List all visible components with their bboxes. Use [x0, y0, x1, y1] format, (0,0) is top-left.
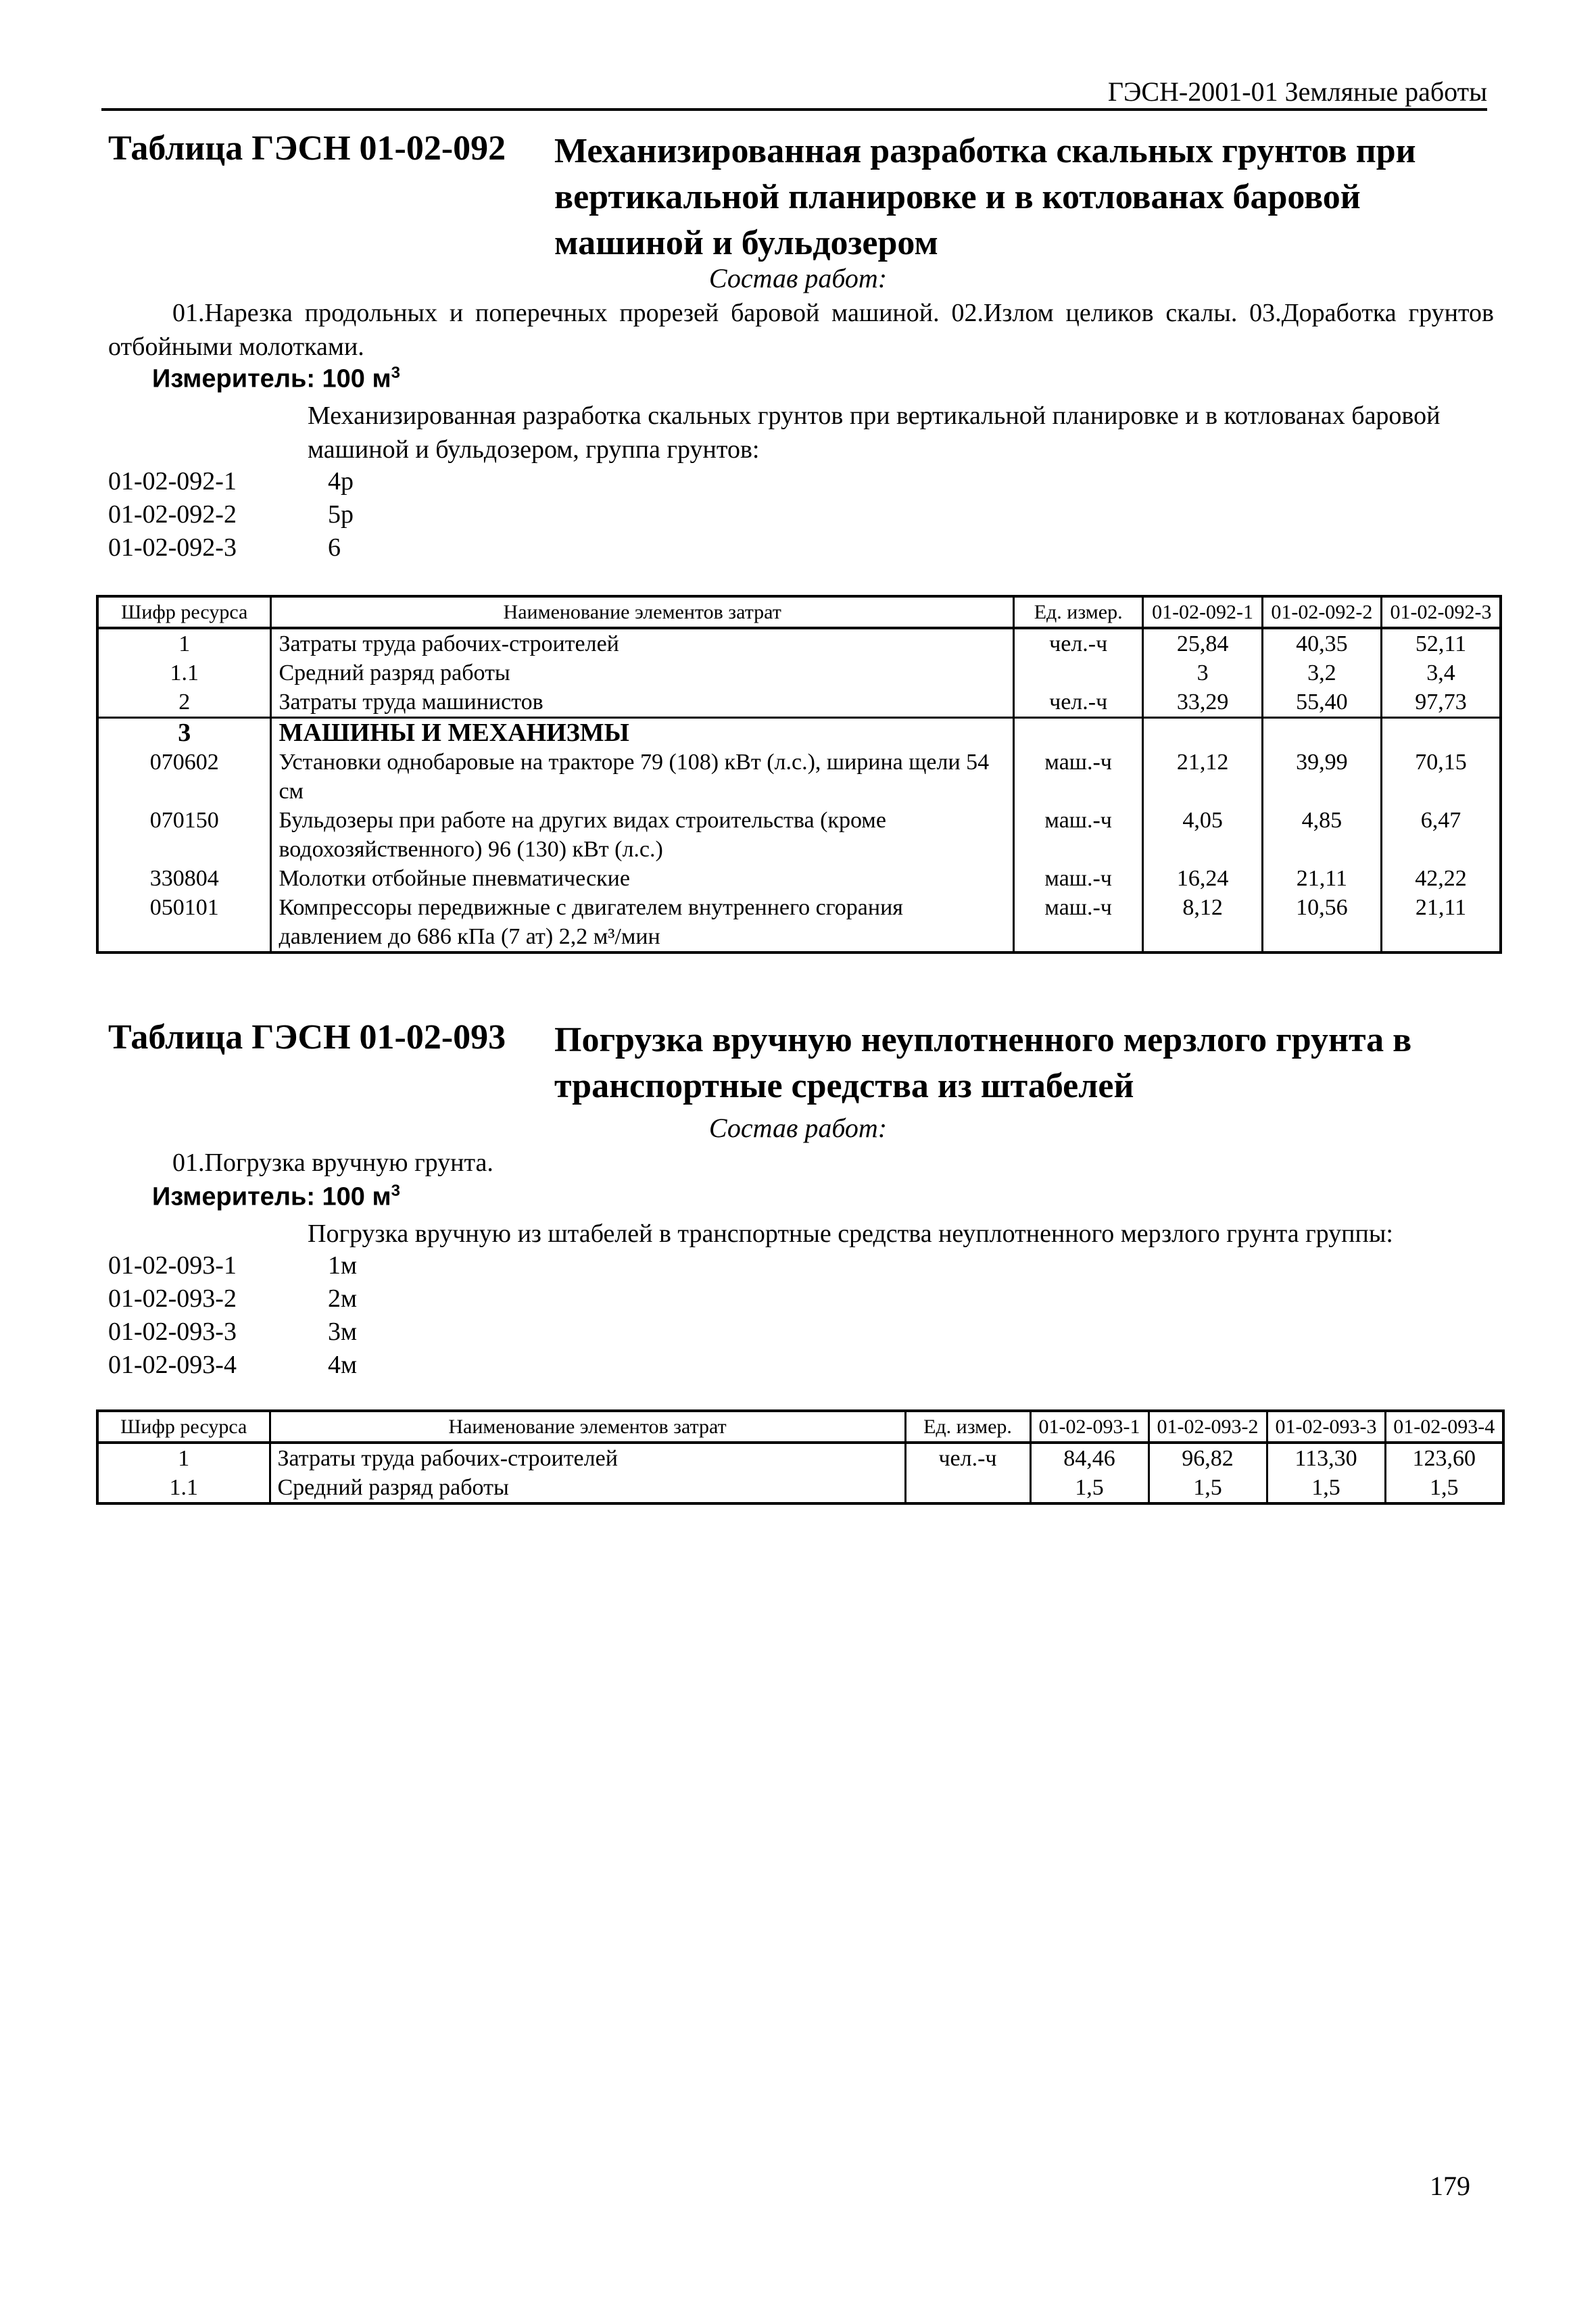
table2-code-title: Таблица ГЭСН 01-02-093 [108, 1018, 506, 1057]
col-header: 01-02-092-2 [1262, 596, 1381, 628]
code-number: 01-02-092-2 [108, 500, 237, 529]
table-row [97, 658, 1501, 687]
table1-work-text: 01.Нарезка продольных и поперечных прорезей баровой машиной. 02.Излом целиков скалы. 03.Доработка грунтов отбойными молотками. [108, 299, 1494, 361]
cell-unit: чел.-ч [1013, 628, 1142, 658]
code-number: 01-02-093-2 [108, 1284, 237, 1313]
cell-value: 3 [1143, 658, 1262, 687]
cell-code: 1.1 [97, 1473, 270, 1503]
cell-name: Бульдозеры при работе на других видах строительства (кроме водохозяйственного) 96 (130) кВт (л.с.) [271, 806, 1013, 864]
cell-value: 25,84 [1143, 628, 1262, 658]
code-row [108, 1316, 357, 1349]
cell-value: 123,60 [1385, 1443, 1503, 1473]
table2-name: Погрузка вручную неуплотненного мерзлого грунта в транспортные средства из штабелей [554, 1021, 1412, 1105]
table1-resource-table [96, 595, 1502, 954]
col-header: Ед. измер. [1013, 596, 1142, 628]
table2-meter [152, 1182, 400, 1212]
cell-code: 1 [97, 628, 271, 658]
running-title: ГЭСН-2001-01 Земляные работы [1107, 76, 1487, 107]
cell-unit: маш.-ч [1013, 748, 1142, 806]
cell-name: МАШИНЫ И МЕХАНИЗМЫ [271, 718, 1013, 748]
cell-unit [1013, 718, 1142, 748]
table-row [97, 687, 1501, 718]
table1-name: Механизированная разработка скальных грунтов при вертикальной планировке и в котлованах баровой машиной и бульдозером [554, 132, 1416, 262]
code-row [108, 531, 354, 564]
col-header: 01-02-093-1 [1030, 1411, 1148, 1443]
cell-value [1262, 718, 1381, 748]
col-header: 01-02-092-1 [1143, 596, 1262, 628]
cell-value: 1,5 [1148, 1473, 1267, 1503]
col-header: Наименование элементов затрат [271, 596, 1013, 628]
table1-code-title: Таблица ГЭСН 01-02-092 [108, 129, 506, 168]
code-number: 01-02-093-1 [108, 1251, 237, 1280]
table2-description: Погрузка вручную из штабелей в транспортные средства неуплотненного мерзлого грунта группы: [308, 1220, 1393, 1248]
table1-meter-label: Измеритель: 100 м [152, 364, 391, 393]
running-header [101, 61, 1487, 111]
cell-unit: чел.-ч [1013, 687, 1142, 718]
code-number: 01-02-092-1 [108, 467, 237, 496]
cell-name: Затраты труда рабочих-строителей [271, 628, 1013, 658]
cell-value: 96,82 [1148, 1443, 1267, 1473]
cell-unit [905, 1473, 1030, 1503]
code-group: 6 [328, 533, 341, 562]
cell-code: 1.1 [97, 658, 271, 687]
table-row [97, 893, 1501, 952]
col-header: 01-02-093-3 [1267, 1411, 1385, 1443]
cell-value: 21,11 [1262, 864, 1381, 893]
code-group: 3м [328, 1318, 358, 1346]
cell-value: 40,35 [1262, 628, 1381, 658]
cell-unit [1013, 658, 1142, 687]
cell-name: Средний разряд работы [270, 1473, 905, 1503]
cell-value: 6,47 [1382, 806, 1501, 864]
cell-value [1143, 718, 1262, 748]
cell-code: 2 [97, 687, 271, 718]
table-header-row [97, 596, 1501, 628]
code-group: 2м [328, 1284, 358, 1313]
code-group: 4м [328, 1351, 358, 1379]
table1-code-list [108, 465, 354, 564]
code-row [108, 1349, 357, 1382]
table-section-row [97, 718, 1501, 748]
table-row [97, 628, 1501, 658]
table-row [97, 806, 1501, 864]
table2-work-text: 01.Погрузка вручную грунта. [172, 1149, 493, 1177]
cell-value: 3,2 [1262, 658, 1381, 687]
cell-name: Молотки отбойные пневматические [271, 864, 1013, 893]
table-row [97, 1473, 1503, 1503]
cell-value: 21,12 [1143, 748, 1262, 806]
col-header: Шифр ресурса [97, 1411, 270, 1443]
cell-unit: чел.-ч [905, 1443, 1030, 1473]
page-number: 179 [1430, 2171, 1470, 2201]
cell-name: Средний разряд работы [271, 658, 1013, 687]
col-header: 01-02-092-3 [1382, 596, 1501, 628]
cell-value: 10,56 [1262, 893, 1381, 952]
code-row [108, 465, 354, 498]
cell-value: 3,4 [1382, 658, 1501, 687]
cell-name: Компрессоры передвижные с двигателем внутреннего сгорания давлением до 686 кПа (7 ат) 2,2 м³/мин [271, 893, 1013, 952]
col-header: 01-02-093-2 [1148, 1411, 1267, 1443]
table-row [97, 1443, 1503, 1473]
cell-value: 4,05 [1143, 806, 1262, 864]
col-header: Шифр ресурса [97, 596, 271, 628]
cell-value [1382, 718, 1501, 748]
col-header: Наименование элементов затрат [270, 1411, 905, 1443]
code-number: 01-02-093-4 [108, 1351, 237, 1379]
table-header-row [97, 1411, 1503, 1443]
table2-meter-label: Измеритель: 100 м [152, 1182, 391, 1211]
cell-value: 33,29 [1143, 687, 1262, 718]
code-group: 4р [328, 467, 354, 496]
cell-value: 21,11 [1382, 893, 1501, 952]
code-number: 01-02-093-3 [108, 1318, 237, 1346]
cell-value: 42,22 [1382, 864, 1501, 893]
cell-value: 4,85 [1262, 806, 1381, 864]
table1-meter-sup: 3 [391, 364, 400, 382]
cell-name: Установки однобаровые на тракторе 79 (108) кВт (л.с.), ширина щели 54 см [271, 748, 1013, 806]
cell-value: 39,99 [1262, 748, 1381, 806]
table2-resource-table [96, 1409, 1505, 1505]
cell-value: 1,5 [1030, 1473, 1148, 1503]
code-group: 5р [328, 500, 354, 529]
table2-code-list [108, 1249, 357, 1382]
code-row [108, 1282, 357, 1316]
cell-code: 070150 [97, 806, 271, 864]
table1-description: Механизированная разработка скальных грунтов при вертикальной планировке и в котлованах баровой машиной и бульдозером, группа грунтов: [308, 402, 1441, 464]
cell-code: 050101 [97, 893, 271, 952]
table2-work-heading: Состав работ: [708, 1113, 888, 1143]
cell-value: 55,40 [1262, 687, 1381, 718]
cell-value: 113,30 [1267, 1443, 1385, 1473]
code-row [108, 1249, 357, 1282]
table2-meter-sup: 3 [391, 1182, 400, 1200]
code-number: 01-02-092-3 [108, 533, 237, 562]
cell-name: Затраты труда рабочих-строителей [270, 1443, 905, 1473]
cell-code: 1 [97, 1443, 270, 1473]
table-row [97, 748, 1501, 806]
col-header: Ед. измер. [905, 1411, 1030, 1443]
cell-value: 97,73 [1382, 687, 1501, 718]
col-header: 01-02-093-4 [1385, 1411, 1503, 1443]
cell-code: 3 [97, 718, 271, 748]
table-row [97, 864, 1501, 893]
table1-meter [152, 364, 400, 394]
cell-code: 330804 [97, 864, 271, 893]
cell-value: 8,12 [1143, 893, 1262, 952]
cell-value: 70,15 [1382, 748, 1501, 806]
cell-unit: маш.-ч [1013, 806, 1142, 864]
cell-name: Затраты труда машинистов [271, 687, 1013, 718]
cell-unit: маш.-ч [1013, 893, 1142, 952]
code-row [108, 498, 354, 531]
cell-unit: маш.-ч [1013, 864, 1142, 893]
cell-value: 1,5 [1267, 1473, 1385, 1503]
table1-work-heading: Состав работ: [708, 263, 888, 293]
cell-value: 16,24 [1143, 864, 1262, 893]
cell-value: 84,46 [1030, 1443, 1148, 1473]
cell-code: 070602 [97, 748, 271, 806]
cell-value: 52,11 [1382, 628, 1501, 658]
code-group: 1м [328, 1251, 358, 1280]
cell-value: 1,5 [1385, 1473, 1503, 1503]
